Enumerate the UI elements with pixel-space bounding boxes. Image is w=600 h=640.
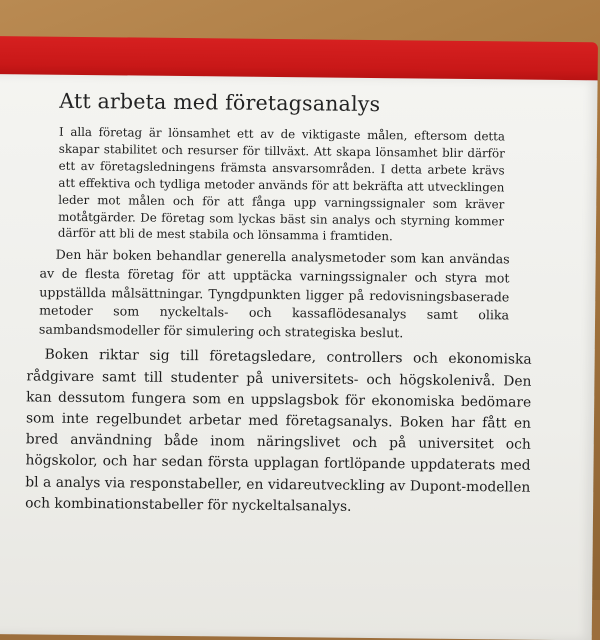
book-back-cover [0,36,598,622]
blurb-paragraph-3: Boken riktar sig till företagsledare, controllers och ekonomiska rådgivare samt till studenter på universitets- och högskolenivå. Den kan dessutom fungera som en uppslagsbok för ekonomiska bedömare som inte regelbundet arbetar med företagsanalys. Boken har fått en bred användning både inom näringslivet och på universitet och högskolor, och har sedan första upplagan fortlöpande uppdaterats med bl a analys via responstabeller, en vidareutveckling av Dupont-modellen och kombinationstabeller för nyckeltalsanalys. [25,346,532,515]
cover-page [0,74,598,640]
blurb-paragraph-2: Den här boken behandlar generella analysmetoder som kan användas av de flesta företag för att upptäcka varningssignaler och styra mot uppställda målsättningar. Tyngdpunkten ligger på redovisningsbaserade metoder som nyckeltals- och kassaflödesanalys samt olika sambandsmodeller för simulering och strategiska beslut. [38,247,510,341]
blurb-text-block [25,88,559,520]
blurb-title: Att arbeta med företagsanalys [59,88,381,117]
blurb-paragraph-1: I alla företag är lönsamhet ett av de viktigaste målen, eftersom detta skapar stabilitet och resurser för tillväxt. Att skapa lönsamhet blir därför ett av företagsledningens främsta ansvarsområden. I detta arbete krävs att effektiva och tydliga metoder används för att bekräfta att utvecklingen leder mot målen och för att fånga upp varningssignaler som kräver motåtgärder. De företag som lyckas bäst sin analys och styrning kommer därför att bli de mest stabila och lönsamma i framtiden. [57,124,506,244]
